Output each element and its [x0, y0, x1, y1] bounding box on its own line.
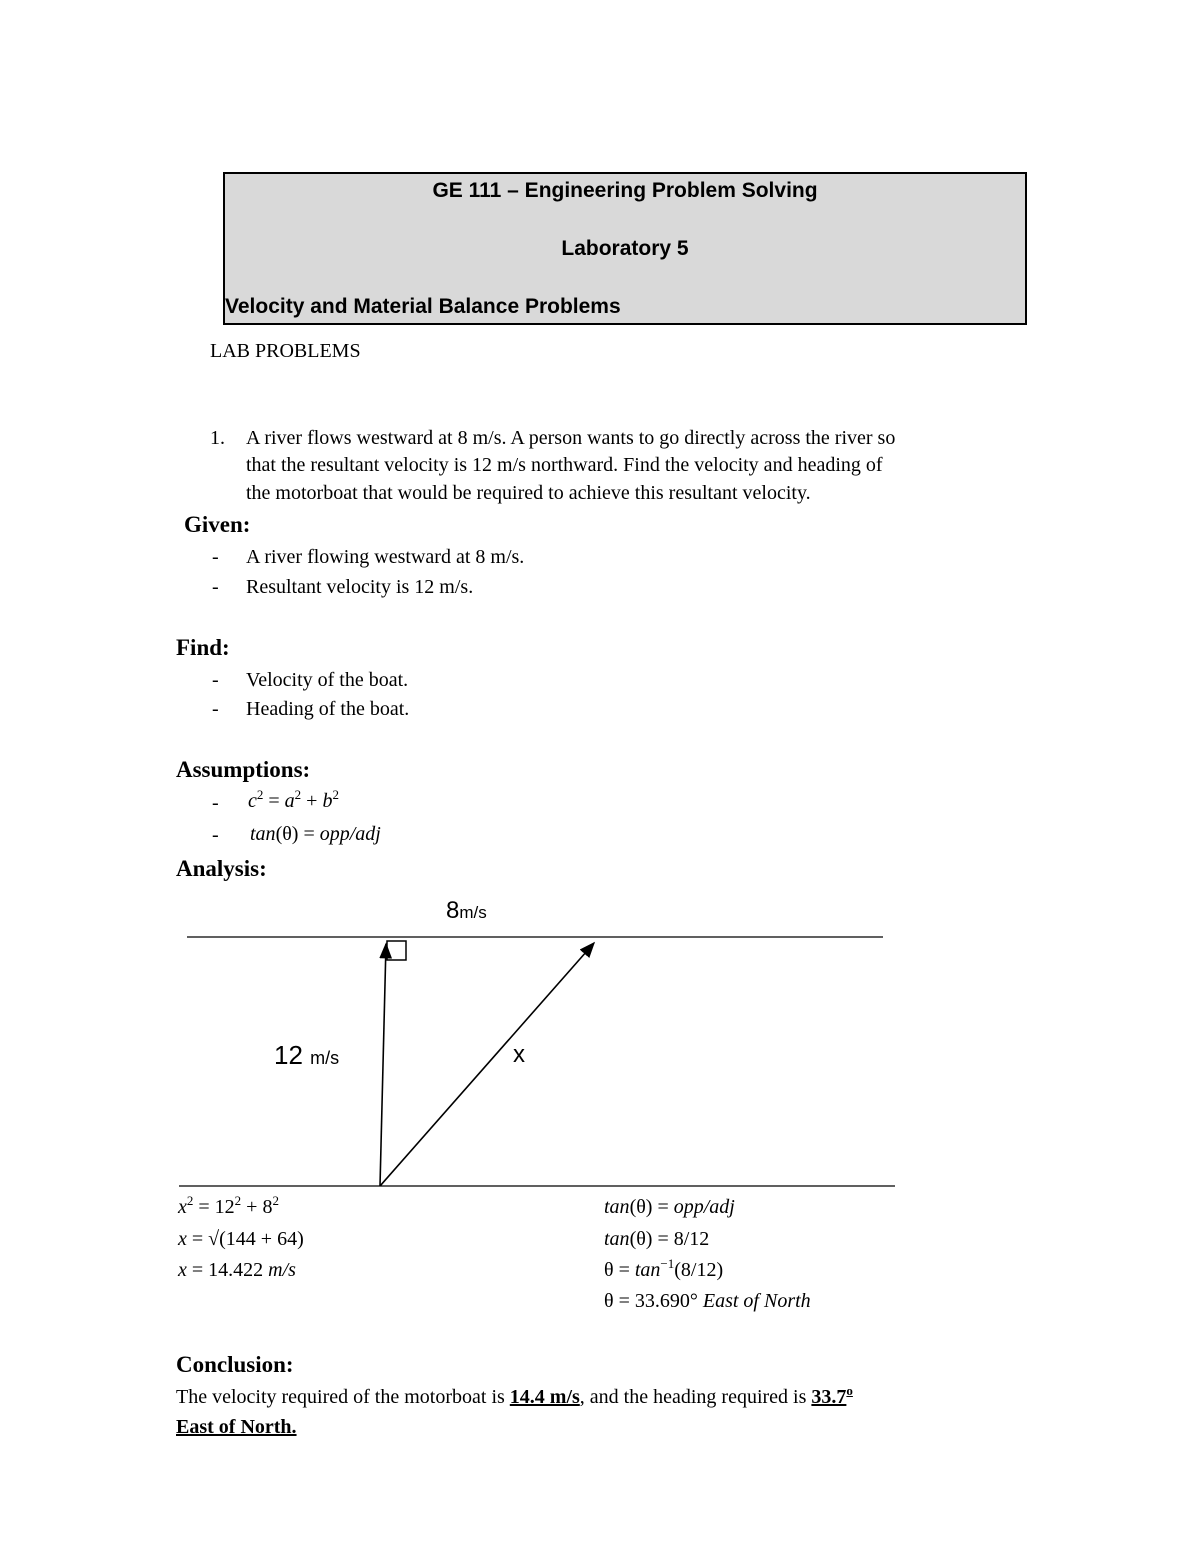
boat-velocity-arrow [380, 943, 594, 1186]
find-item: Velocity of the boat. [246, 669, 409, 691]
bullet-dash: - [212, 546, 219, 568]
resultant-velocity-label: 12 m/s [274, 1040, 340, 1070]
course-title: GE 111 – Engineering Problem Solving [432, 179, 818, 202]
pythagorean-equation: $c^2 = a^2 + b^2$ [248, 787, 339, 812]
bullet-dash: - [212, 824, 219, 846]
bullet-dash: - [212, 669, 219, 691]
find-item: Heading of the boat. [246, 698, 410, 720]
conclusion-text: The velocity required of the motorboat is 14.4 m/s, and the heading required is 33.7$^o$ [176, 1383, 853, 1408]
equation-x-squared: $x^2 = 12^2 + 8^2$ [178, 1193, 279, 1218]
given-heading: Given: [184, 512, 251, 537]
resultant-vector-arrow [380, 944, 386, 1186]
given-item: A river flowing westward at 8 m/s. [246, 546, 525, 568]
assumptions-heading: Assumptions: [176, 757, 311, 782]
problem-line-3: the motorboat that would be required to achieve this resultant velocity. [246, 482, 811, 504]
tangent-equation: tan(θ) = opp/adj [250, 823, 381, 845]
bullet-dash: - [212, 792, 219, 814]
problem-line-2: that the resultant velocity is 12 m/s northward. Find the velocity and heading of [246, 454, 883, 476]
hypotenuse-label: x [513, 1041, 525, 1068]
right-angle-marker [387, 941, 406, 960]
equation-tan-def: tan(θ) = opp/adj [604, 1196, 735, 1218]
lab-title: Laboratory 5 [561, 237, 689, 260]
conclusion-heading: Conclusion: [176, 1352, 294, 1377]
analysis-heading: Analysis: [176, 856, 267, 881]
equation-tan-ratio: tan(θ) = 8/12 [604, 1228, 710, 1250]
problem-line-1: A river flows westward at 8 m/s. A person wants to go directly across the river so [246, 427, 896, 449]
equation-theta-value: θ = 33.690° East of North [604, 1290, 811, 1312]
find-heading: Find: [176, 635, 230, 660]
lab-subtitle: Velocity and Material Balance Problems [225, 295, 621, 318]
equation-x-value: x = 14.422 m/s [178, 1259, 296, 1281]
equation-theta-arctan: $\theta = \tan^{-1}(8/12)$ [604, 1256, 724, 1281]
bullet-dash: - [212, 698, 219, 720]
river-velocity-label: 8m/s [446, 897, 487, 924]
section-title: LAB PROBLEMS [210, 340, 361, 362]
equation-x-root: x = √(144 + 64) [178, 1228, 304, 1250]
bullet-dash: - [212, 576, 219, 598]
problem-number: 1. [210, 427, 225, 449]
given-item: Resultant velocity is 12 m/s. [246, 576, 474, 598]
conclusion-direction: East of North. [176, 1416, 297, 1438]
